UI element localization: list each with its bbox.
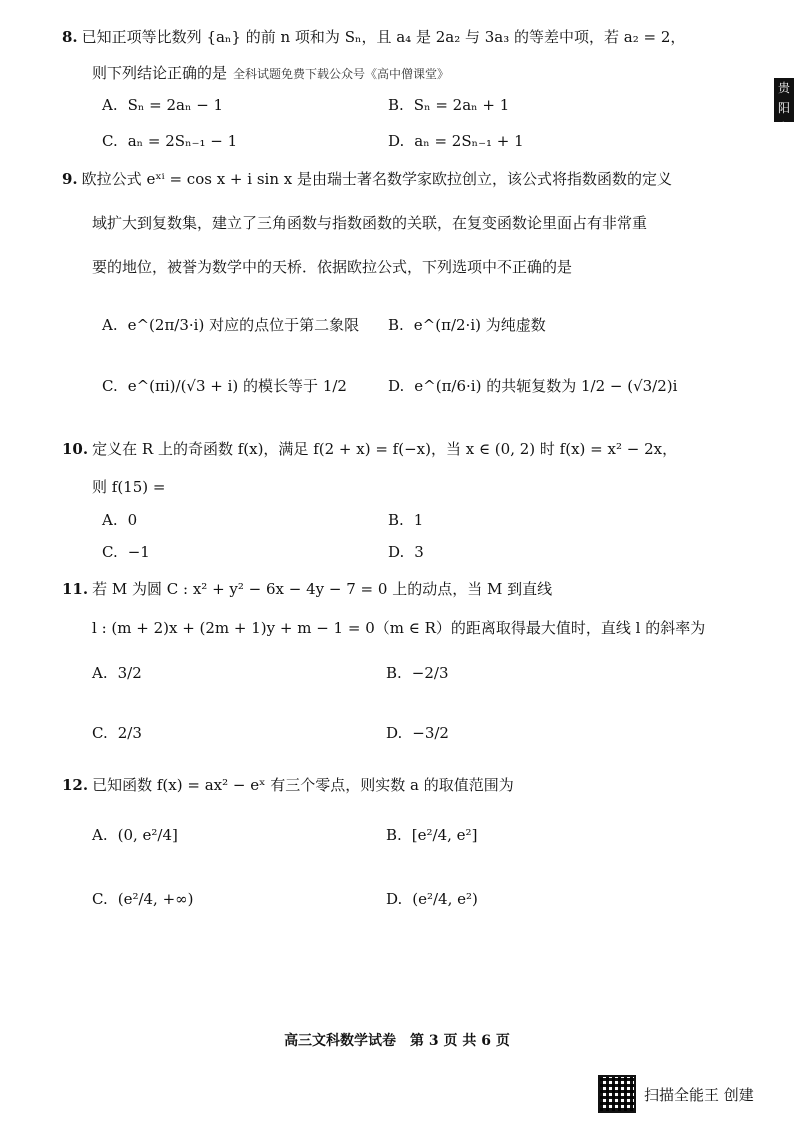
option-text: 2/3 <box>117 724 142 742</box>
question-number: 8. <box>62 28 78 46</box>
option-text: −2/3 <box>411 664 449 682</box>
option-text: −1 <box>127 543 150 561</box>
question-number: 9. <box>62 170 78 188</box>
option-label: A. <box>92 826 108 844</box>
q12-option-d <box>386 890 478 908</box>
question-stem: 已知正项等比数列 {aₙ} 的前 n 项和为 Sₙ，且 a₄ 是 2a₂ 与 3a₃ 的等差中项，若 a₂ = 2， <box>81 28 686 46</box>
q8-option-d <box>388 132 524 150</box>
option-label: C. <box>102 543 118 561</box>
option-label: A. <box>102 511 118 529</box>
promo-note: 全科试题免费下载公众号《高中僧课堂》 <box>233 67 450 81</box>
option-text: −3/2 <box>412 724 449 742</box>
question-9-stem-2: 域扩大到复数集，建立了三角函数与指数函数的关联，在复变函数论里面占有非常重 <box>92 214 648 232</box>
scanner-text: 扫描全能王 创建 <box>644 1085 754 1104</box>
option-label: D. <box>386 724 403 742</box>
option-label: B. <box>388 316 404 334</box>
question-8-stem-2 <box>92 62 449 83</box>
q11-option-a <box>92 664 142 682</box>
question-11 <box>62 578 722 600</box>
stem-text: 则下列结论正确的是 <box>92 64 228 82</box>
option-text: 3/2 <box>117 664 142 682</box>
option-label: C. <box>92 724 108 742</box>
q11-option-d <box>386 724 449 742</box>
q12-option-b <box>386 826 477 844</box>
option-text: Sₙ = 2aₙ − 1 <box>127 96 224 114</box>
option-text: 0 <box>127 511 138 529</box>
option-text: aₙ = 2Sₙ₋₁ + 1 <box>414 132 524 150</box>
option-text: aₙ = 2Sₙ₋₁ − 1 <box>127 132 238 150</box>
q8-option-a <box>102 96 223 114</box>
question-10 <box>62 438 722 460</box>
q9-option-d <box>388 375 677 396</box>
option-text: e^(2π/3·i) 对应的点位于第二象限 <box>127 316 360 334</box>
q12-option-c <box>92 890 194 908</box>
page-footer: 高三文科数学试卷 第 3 页 共 6 页 <box>284 1033 510 1049</box>
question-11-stem-2: l : (m + 2)x + (2m + 1)y + m − 1 = 0（m ∈ R）的距离取得最大值时，直线 l 的斜率为 <box>92 619 706 637</box>
scanner-watermark <box>598 1075 754 1113</box>
question-number: 10. <box>62 440 89 458</box>
question-stem: 若 M 为圆 C : x² + y² − 6x − 4y − 7 = 0 上的动点，当 M 到直线 <box>92 580 553 598</box>
option-text: 3 <box>414 543 424 561</box>
q10-option-c <box>102 543 150 561</box>
q10-option-d <box>388 543 424 561</box>
q9-option-b <box>388 314 546 335</box>
q8-option-c <box>102 132 237 150</box>
q9-option-c <box>102 375 347 396</box>
question-number: 11. <box>62 580 89 598</box>
question-stem: 定义在 R 上的奇函数 f(x)，满足 f(2 + x) = f(−x)，当 x ∈ (0, 2) 时 f(x) = x² − 2x， <box>92 440 678 458</box>
option-text: (e²/4, e²) <box>412 890 478 908</box>
option-label: D. <box>386 890 403 908</box>
option-label: A. <box>92 664 108 682</box>
option-text: (e²/4, +∞) <box>117 890 194 908</box>
question-stem: 已知函数 f(x) = ax² − eˣ 有三个零点，则实数 a 的取值范围为 <box>92 776 514 794</box>
option-label: B. <box>386 826 402 844</box>
option-label: D. <box>388 377 405 395</box>
question-number: 12. <box>62 776 89 794</box>
option-text: e^(π/6·i) 的共轭复数为 1/2 − (√3/2)i <box>414 377 678 395</box>
q12-option-a <box>92 826 178 844</box>
option-text: e^(πi)/(√3 + i) 的模长等于 1/2 <box>127 377 347 395</box>
q11-option-b <box>386 664 449 682</box>
qr-code-icon <box>598 1075 636 1113</box>
option-label: A. <box>102 96 118 114</box>
option-label: B. <box>386 664 402 682</box>
option-label: A. <box>102 316 118 334</box>
option-label: C. <box>102 377 118 395</box>
q10-option-b <box>388 511 423 529</box>
option-text: [e²/4, e²] <box>411 826 478 844</box>
option-label: B. <box>388 511 404 529</box>
option-text: 1 <box>413 511 424 529</box>
option-label: D. <box>388 543 405 561</box>
option-label: D. <box>388 132 405 150</box>
q10-option-a <box>102 511 137 529</box>
question-stem: 欧拉公式 eˣⁱ = cos x + i sin x 是由瑞士著名数学家欧拉创立，该公式将指数函数的定义 <box>81 170 672 188</box>
option-label: C. <box>92 890 108 908</box>
option-label: B. <box>388 96 404 114</box>
option-text: e^(π/2·i) 为纯虚数 <box>413 316 546 334</box>
q11-option-c <box>92 724 142 742</box>
question-12 <box>62 774 722 796</box>
option-label: C. <box>102 132 118 150</box>
question-8 <box>62 26 722 48</box>
option-text: (0, e²/4] <box>117 826 178 844</box>
q9-option-a <box>102 314 359 335</box>
question-9-stem-3: 要的地位，被誉为数学中的天桥．依据欧拉公式，下列选项中不正确的是 <box>92 258 573 276</box>
question-10-stem-2: 则 f(15) = <box>92 478 166 496</box>
q8-option-b <box>388 96 509 114</box>
edge-tab: 贵阳 高三 <box>774 78 794 122</box>
option-text: Sₙ = 2aₙ + 1 <box>413 96 510 114</box>
question-9 <box>62 168 722 190</box>
